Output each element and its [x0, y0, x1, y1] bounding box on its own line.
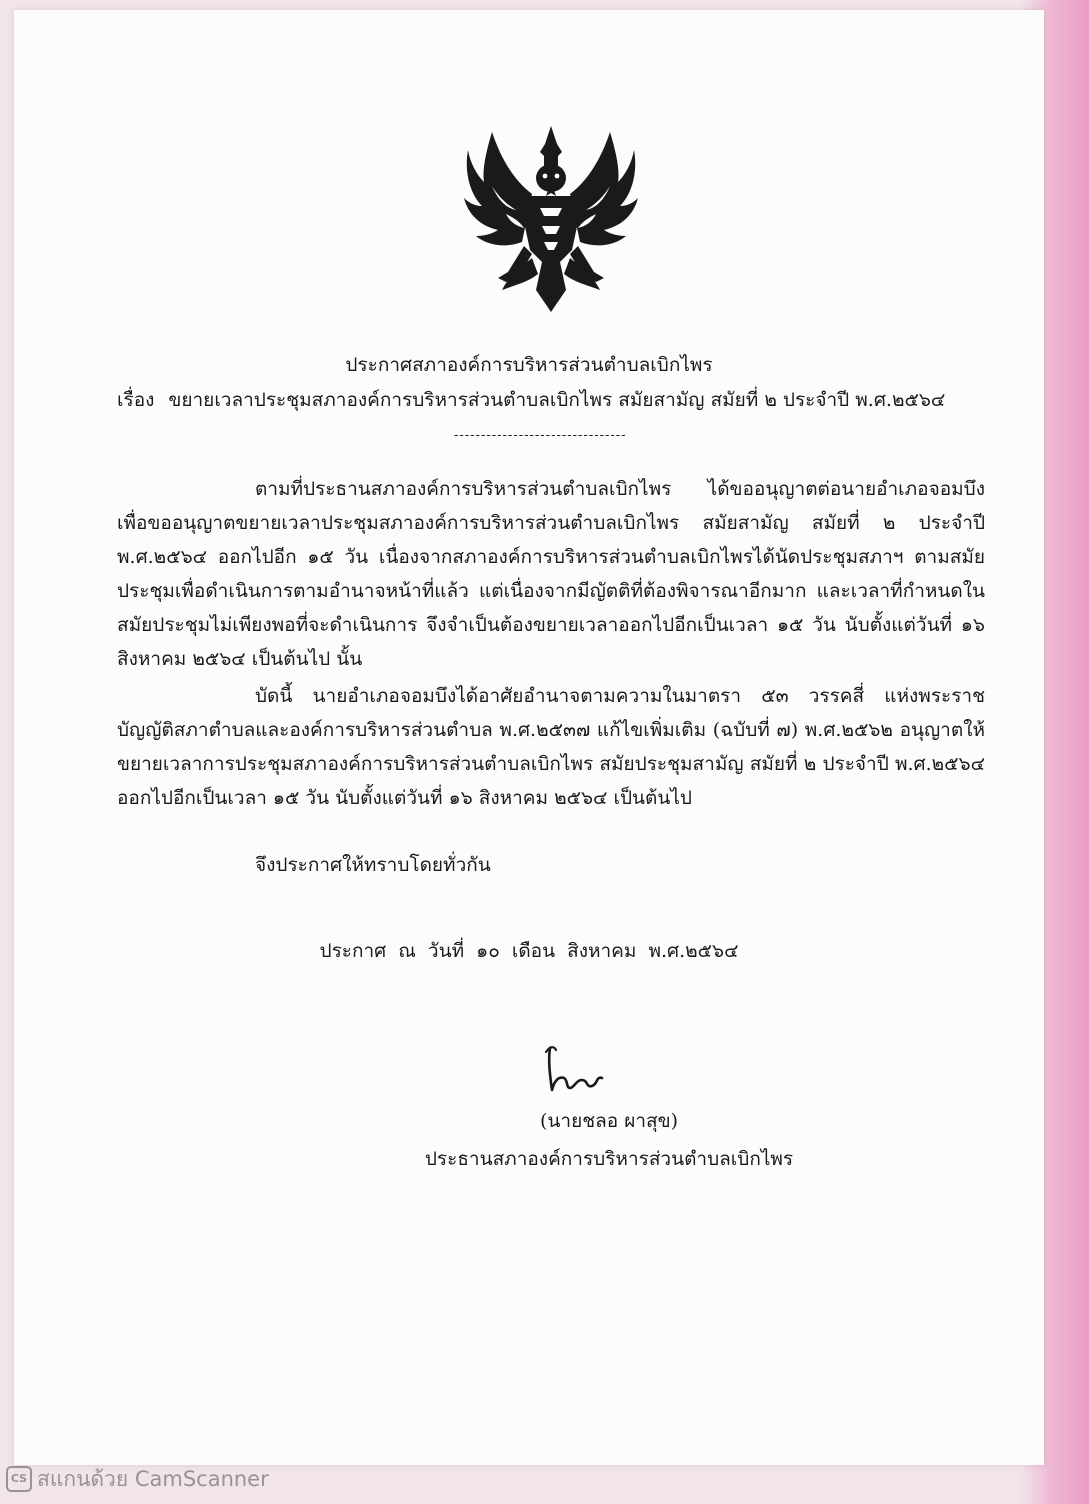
signer-title: ประธานสภาองค์การบริหารส่วนตำบลเบิกไพร — [424, 1148, 794, 1170]
camscanner-watermark — [6, 1464, 269, 1494]
separator-line: -------------------------------- — [454, 428, 627, 443]
announcement-title: ประกาศสภาองค์การบริหารส่วนตำบลเบิกไพร — [345, 354, 713, 376]
watermark-text: สแกนด้วย CamScanner — [37, 1466, 269, 1491]
subject-text: ขยายเวลาประชุมสภาองค์การบริหารส่วนตำบลเบิกไพร สมัยสามัญ สมัยที่ ๒ ประจำปี พ.ศ.๒๕๖๔ — [168, 389, 946, 411]
body-paragraph-1: ตามที่ประธานสภาองค์การบริหารส่วนตำบลเบิกไพร ได้ขออนุญาตต่อนายอำเภอจอมบึง เพื่อขออนุญาตขยายเวลาประชุมสภาองค์การบริหารส่วนตำบลเบิกไพร สมัยสามัญ สมัยที่ ๒ ประจำปี พ.ศ.๒๕๖๔ ออกไปอีก ๑๕ วัน เนื่องจากสภาองค์การบริหารส่วนตำบลเบิกไพรได้นัดประชุมสภาฯ ตามสมัยประชุมเพื่อดำเนินการตามอำนาจหน้าที่แล้ว แต่เนื่องจากมีญัตติที่ต้องพิจารณาอีกมาก และเวลาที่กำหนดในสมัยประชุมไม่เพียงพอที่จะดำเนินการ จึงจำเป็นต้องขยายเวลาออกไปอีกเป็นเวลา ๑๕ วัน นับตั้งแต่วันที่ ๑๖ สิงหาคม ๒๕๖๔ เป็นต้นไป นั้น — [117, 478, 985, 670]
camscanner-logo-icon: CS — [6, 1466, 32, 1492]
body-paragraph-2: บัดนี้ นายอำเภอจอมบึงได้อาศัยอำนาจตามความในมาตรา ๕๓ วรรคสี่ แห่งพระราชบัญญัติสภาตำบลและองค์การบริหารส่วนตำบล พ.ศ.๒๕๓๗ แก้ไขเพิ่มเติม (ฉบับที่ ๗) พ.ศ.๒๕๖๒ อนุญาตให้ขยายเวลาการประชุมสภาองค์การบริหารส่วนตำบลเบิกไพร สมัยประชุมสามัญ สมัยที่ ๒ ประจำปี พ.ศ.๒๕๖๔ ออกไปอีกเป็นเวลา ๑๕ วัน นับตั้งแต่วันที่ ๑๖ สิงหาคม ๒๕๖๔ เป็นต้นไป — [117, 685, 986, 809]
document-page — [14, 10, 1044, 1465]
handwritten-signature — [536, 1042, 614, 1102]
subject-label: เรื่อง — [117, 389, 155, 411]
closing-statement: จึงประกาศให้ทราบโดยทั่วกัน — [255, 854, 491, 876]
announcement-subject — [117, 385, 945, 415]
signer-name: (นายชลอ ผาสุข) — [540, 1110, 678, 1132]
garuda-emblem-icon — [462, 122, 640, 314]
announcement-date: ประกาศ ณ วันที่ ๑๐ เดือน สิงหาคม พ.ศ.๒๕๖๔ — [319, 940, 739, 962]
